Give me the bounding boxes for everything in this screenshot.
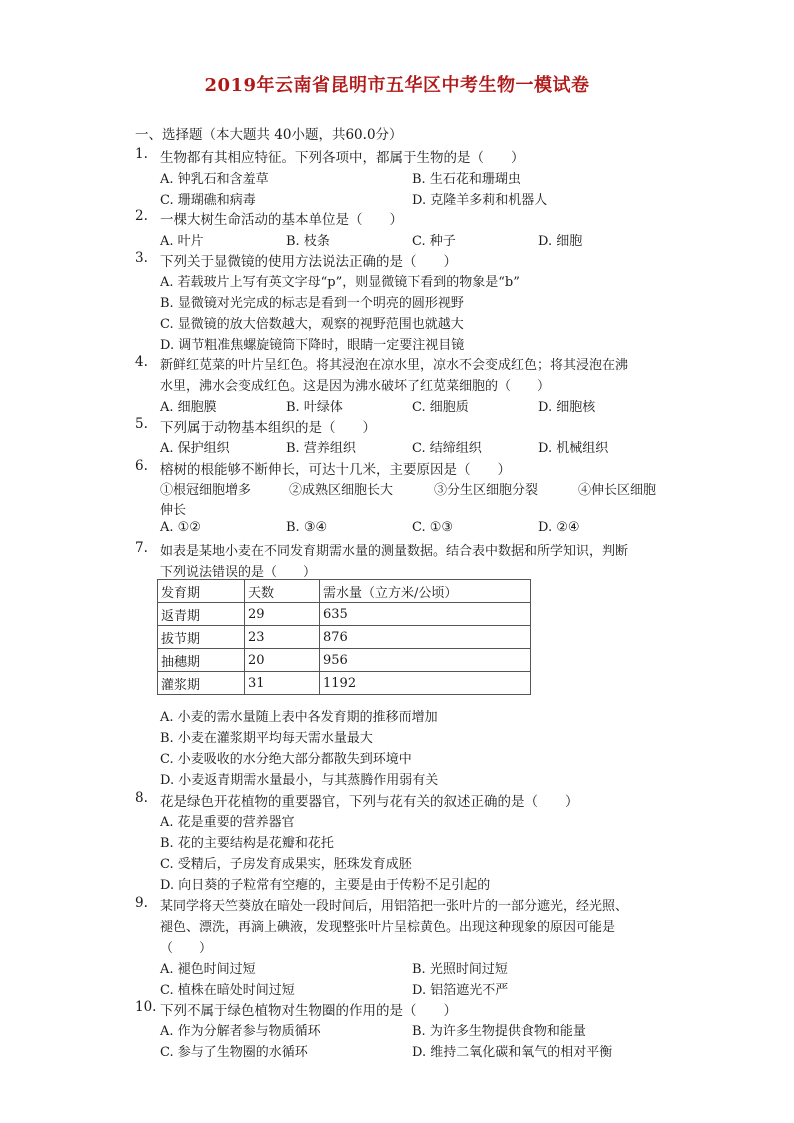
table-cell: 876: [320, 626, 531, 649]
option-b: B. 小麦在灌浆期平均每天需水量最大: [160, 731, 373, 746]
question-stem-line: 褪色、漂洗，再滴上碘液，发现整张叶片呈棕黄色。出现这种现象的原因可能是: [160, 920, 616, 935]
option-d: D. 向日葵的子粒常有空瘪的，主要是由于传粉不足引起的: [160, 878, 491, 893]
option-b: B. 营养组织: [286, 441, 356, 456]
option-d: D. 维持二氧化碳和氧气的相对平衡: [412, 1045, 613, 1060]
question-stem: 榕树的根能够不断伸长，可达十几米，主要原因是（ ）: [160, 462, 511, 478]
question-number: 10.: [135, 999, 157, 1015]
option-c: C. 结缔组织: [412, 441, 482, 456]
option-b: B. 光照时间过短: [412, 962, 508, 977]
statement-4: ④伸长区细胞: [578, 483, 657, 498]
option-a: A. 作为分解者参与物质循环: [160, 1024, 321, 1039]
option-c: C. 参与了生物圈的水循环: [160, 1045, 308, 1060]
option-c: C. 小麦吸收的水分绝大部分都散失到环境中: [160, 752, 412, 767]
table-cell: 20: [245, 649, 320, 672]
option-a: A. 小麦的需水量随上表中各发育期的推移而增加: [160, 710, 438, 725]
question-stem: 一棵大树生命活动的基本单位是（ ）: [160, 212, 403, 228]
question-stem-line: 新鲜红苋菜的叶片呈红色。将其浸泡在凉水里，凉水不会变成红色；将其浸泡在沸: [160, 358, 629, 373]
table-cell: 抽穗期: [158, 649, 245, 672]
option-b: B. ③④: [286, 520, 328, 535]
option-d: D. 机械组织: [538, 441, 609, 456]
table-cell: 23: [245, 626, 320, 649]
option-d: D. 调节粗准焦螺旋镜筒下降时，眼睛一定要注视目镜: [160, 338, 465, 353]
option-a: A. 叶片: [160, 234, 204, 249]
table-cell: 31: [245, 672, 320, 695]
option-a: A. 花是重要的营养器官: [160, 815, 295, 830]
option-b: B. 生石花和珊瑚虫: [412, 172, 521, 187]
question-number: 5.: [135, 416, 148, 432]
statement-2: ②成熟区细胞长大: [289, 483, 394, 498]
option-d: D. ②④: [538, 520, 580, 535]
table-cell: 灌浆期: [158, 672, 245, 695]
exam-title: 2019年云南省昆明市五华区中考生物一模试卷: [204, 75, 590, 96]
table-header-cell: 发育期: [158, 580, 245, 603]
question-stem-line: （ ）: [160, 941, 213, 956]
option-b: B. 显微镜对光完成的标志是看到一个明亮的圆形视野: [160, 296, 464, 311]
water-demand-table: [157, 579, 531, 695]
question-stem-line: 某同学将天竺葵放在暗处一段时间后，用铝箔把一张叶片的一部分遮光，经光照、: [160, 899, 629, 914]
statement-1: ①根冠细胞增多: [160, 483, 252, 498]
question-number: 7.: [135, 540, 148, 556]
statement-3: ③分生区细胞分裂: [434, 483, 539, 498]
option-c: C. ①③: [412, 520, 454, 535]
table-row: [158, 603, 531, 626]
option-b: B. 叶绿体: [286, 400, 343, 415]
option-b: B. 花的主要结构是花瓣和花托: [160, 836, 334, 851]
question-stem: 花是绿色开花植物的重要器官，下列与花有关的叙述正确的是（ ）: [160, 794, 579, 810]
table-row: [158, 649, 531, 672]
option-a: A. 钟乳石和含羞草: [160, 172, 269, 187]
table-cell: 956: [320, 649, 531, 672]
statement-4-continued: 伸长: [160, 503, 187, 518]
question-number: 3.: [135, 250, 148, 266]
section-heading: 一、选择题（本大题共 40小题，共60.0分）: [135, 127, 403, 143]
option-a: A. ①②: [160, 520, 201, 535]
option-d: D. 小麦返青期需水量最小，与其蒸腾作用弱有关: [160, 773, 439, 788]
question-number: 2.: [135, 208, 148, 224]
option-c: C. 植株在暗处时间过短: [160, 983, 295, 998]
table-header-cell: 需水量（立方米/公顷）: [320, 580, 531, 603]
table-header-cell: 天数: [245, 580, 320, 603]
table-row: [158, 626, 531, 649]
table-row: [158, 672, 531, 695]
option-d: D. 铝箔遮光不严: [412, 983, 509, 998]
question-number: 8.: [135, 790, 148, 806]
option-c: C. 受精后，子房发育成果实，胚珠发育成胚: [160, 857, 412, 872]
table-header-row: [158, 580, 531, 603]
option-b: B. 为许多生物提供食物和能量: [412, 1024, 586, 1039]
question-stem-line: 下列说法错误的是（ ）: [160, 565, 317, 580]
question-stem: 下列属于动物基本组织的是（ ）: [160, 420, 376, 436]
question-number: 9.: [135, 895, 148, 911]
table-cell: 635: [320, 603, 531, 626]
option-c: C. 珊瑚礁和病毒: [160, 193, 256, 208]
option-a: A. 褪色时间过短: [160, 962, 256, 977]
option-c: C. 种子: [412, 234, 456, 249]
option-d: D. 细胞: [538, 234, 583, 249]
question-stem-line: 水里，沸水会变成红色。这是因为沸水破坏了红苋菜细胞的（ ）: [160, 379, 551, 394]
question-number: 6.: [135, 458, 148, 474]
option-c: C. 细胞质: [412, 400, 469, 415]
option-a: A. 保护组织: [160, 441, 230, 456]
option-a: A. 若载玻片上写有英文字母“p”，则显微镜下看到的物象是“b”: [160, 275, 520, 290]
question-stem-line: 如表是某地小麦在不同发育期需水量的测量数据。结合表中数据和所学知识，判断: [160, 544, 629, 559]
question-number: 4.: [135, 354, 148, 370]
question-stem: 下列关于显微镜的使用方法说法正确的是（ ）: [160, 254, 457, 270]
option-a: A. 细胞膜: [160, 400, 217, 415]
option-b: B. 枝条: [286, 234, 330, 249]
option-d: D. 细胞核: [538, 400, 596, 415]
table-cell: 1192: [320, 672, 531, 695]
question-number: 1.: [135, 146, 148, 162]
table-cell: 拔节期: [158, 626, 245, 649]
question-stem: 下列不属于绿色植物对生物圈的作用的是（ ）: [160, 1003, 457, 1019]
option-d: D. 克隆羊多莉和机器人: [412, 193, 548, 208]
option-c: C. 显微镜的放大倍数越大，观察的视野范围也就越大: [160, 317, 464, 332]
table-cell: 返青期: [158, 603, 245, 626]
question-stem: 生物都有其相应特征。下列各项中，都属于生物的是（ ）: [160, 150, 525, 166]
table-cell: 29: [245, 603, 320, 626]
